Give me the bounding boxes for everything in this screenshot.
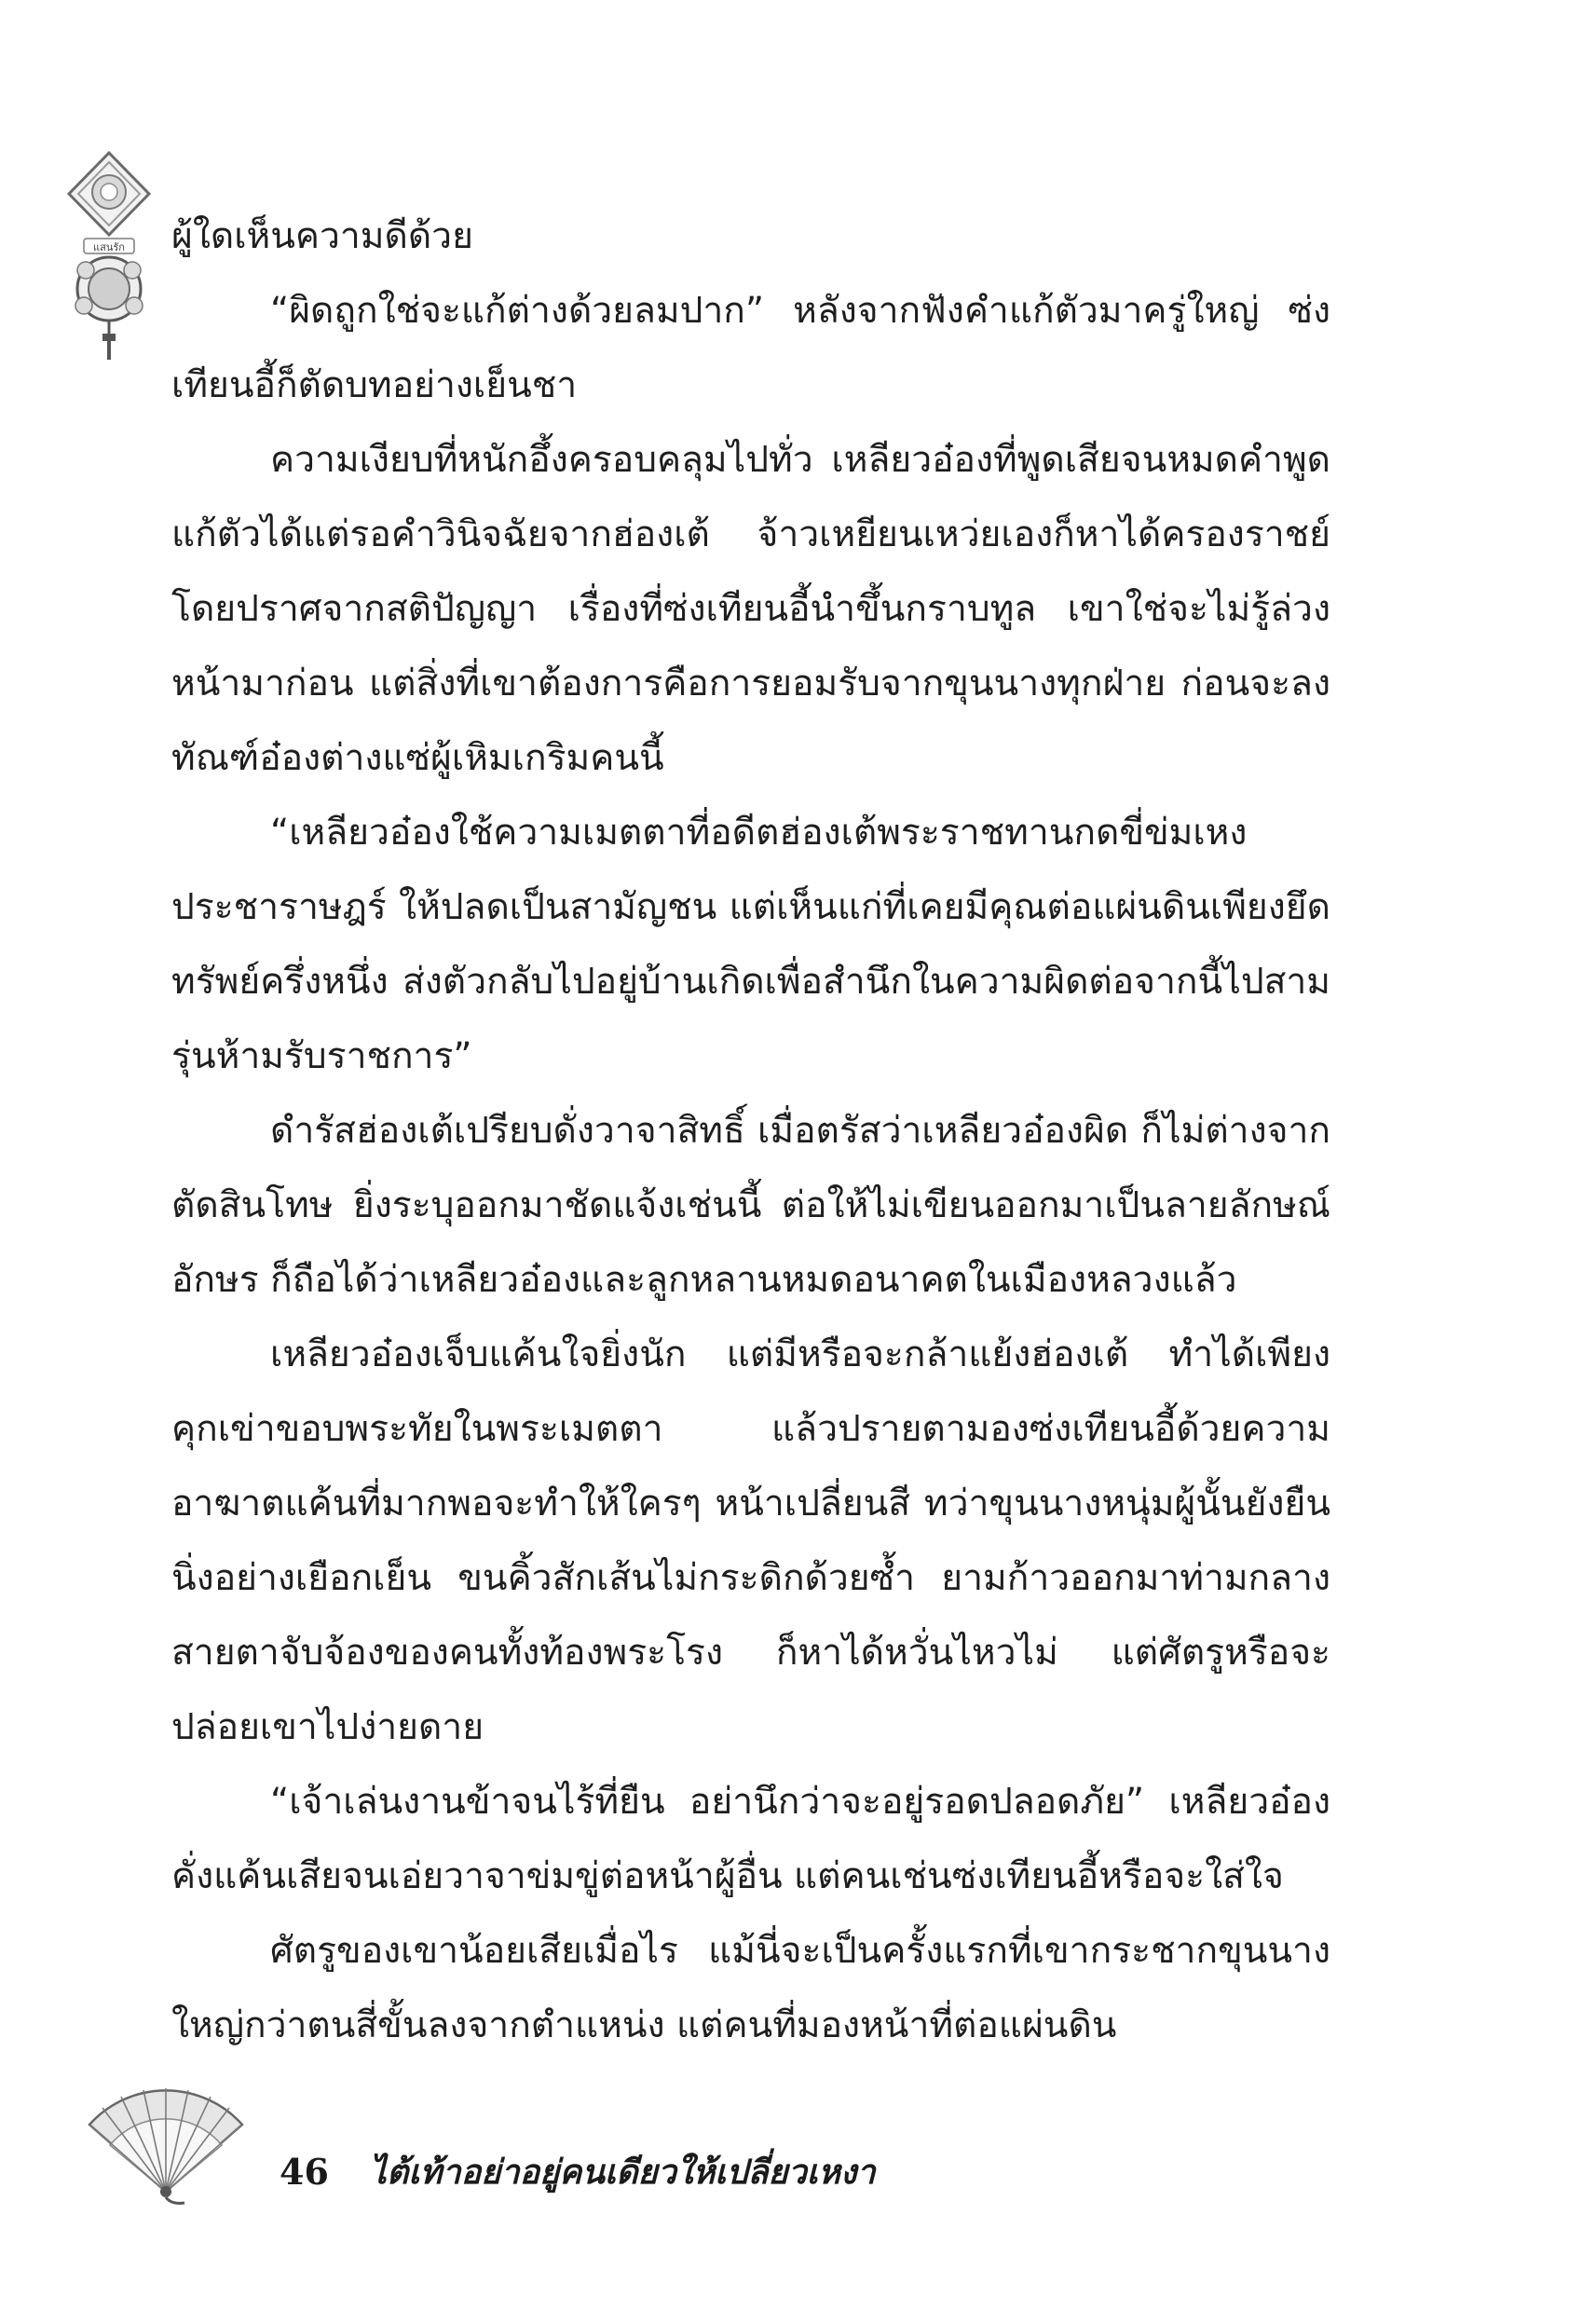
- body-text: [171, 199, 1330, 2063]
- paragraph: “เหลียวอ๋องใช้ความเมตตาที่อดีตฮ่องเต้พระราชทานกดขี่ข่มเหงประชาราษฎร์ ให้ปลดเป็นสามัญชน แต่เห็นแก่ที่เคยมีคุณต่อแผ่นดินเพียงยึดทรัพย์ครึ่งหนึ่ง ส่งตัวกลับไปอยู่บ้านเกิดเพื่อสำนึกในความผิดต่อจากนี้ไปสามรุ่นห้ามรับราชการ”: [171, 812, 1330, 1077]
- paragraph: “เจ้าเล่นงานข้าจนไร้ที่ยืน อย่านึกว่าจะอยู่รอดปลอดภัย” เหลียวอ๋องคั่งแค้นเสียจนเอ่ยวาจาข่มขู่ต่อหน้าผู้อื่น แต่คนเช่นซ่งเทียนอี้หรือจะใส่ใจ: [171, 1781, 1330, 1897]
- folding-fan-icon: [82, 2087, 250, 2208]
- paragraph: “ผิดถูกใช่จะแก้ต่างด้วยลมปาก” หลังจากฟังคำแก้ตัวมาครู่ใหญ่ ซ่งเทียนอี้ก็ตัดบทอย่างเย็นชา: [171, 290, 1330, 406]
- book-title: ไต้เท้าอย่าอยู่คนเดียวให้เปลี่ยวเหงา: [369, 2152, 876, 2192]
- paragraph: ความเงียบที่หนักอึ้งครอบคลุมไปทั่ว เหลียวอ๋องที่พูดเสียจนหมดคำพูดแก้ตัวได้แต่รอคำวินิจฉัยจากฮ่องเต้ จ้าวเหยียนเหว่ยเองก็หาได้ครองราชย์โดยปราศจากสติปัญญา เรื่องที่ซ่งเทียนอี้นำขึ้นกราบทูล เขาใช่จะไม่รู้ล่วงหน้ามาก่อน แต่สิ่งที่เขาต้องการคือการยอมรับจากขุนนางทุกฝ่าย ก่อนจะลงทัณฑ์อ๋องต่างแซ่ผู้เหิมเกริมคนนี้: [171, 439, 1330, 779]
- paragraph: ดำรัสฮ่องเต้เปรียบดั่งวาจาสิทธิ์ เมื่อตรัสว่าเหลียวอ๋องผิด ก็ไม่ต่างจากตัดสินโทษ ยิ่งระบุออกมาชัดแจ้งเช่นนี้ ต่อให้ไม่เขียนออกมาเป็นลายลักษณ์อักษร ก็ถือได้ว่าเหลียวอ๋องและลูกหลานหมดอนาคตในเมืองหลวงแล้ว: [171, 1110, 1330, 1301]
- chinese-ornament-icon: [58, 149, 160, 363]
- page-number: 46: [280, 2150, 329, 2193]
- paragraph: เหลียวอ๋องเจ็บแค้นใจยิ่งนัก แต่มีหรือจะกล้าแย้งฮ่องเต้ ทำได้เพียงคุกเข่าขอบพระทัยในพระเมตตา แล้วปรายตามองซ่งเทียนอี้ด้วยความอาฆาตแค้นที่มากพอจะทำให้ใครๆ หน้าเปลี่ยนสี ทว่าขุนนางหนุ่มผู้นั้นยังยืนนิ่งอย่างเยือกเย็น ขนคิ้วสักเส้นไม่กระดิกด้วยซ้ำ ยามก้าวออกมาท่ามกลางสายตาจับจ้องของคนทั้งท้องพระโรง ก็หาได้หวั่นไหวไม่ แต่ศัตรูหรือจะปล่อยเขาไปง่ายดาย: [171, 1333, 1330, 1748]
- paragraph: ผู้ใดเห็นความดีด้วย: [171, 215, 473, 257]
- ornament-label: แสนรัก: [93, 241, 125, 253]
- page-footer: [280, 2143, 876, 2199]
- paragraph: ศัตรูของเขาน้อยเสียเมื่อไร แม้นี่จะเป็นครั้งแรกที่เขากระชากขุนนางใหญ่กว่าตนสี่ขั้นลงจากตำแหน่ง แต่คนที่มองหน้าที่ต่อแผ่นดิน: [171, 1930, 1330, 2046]
